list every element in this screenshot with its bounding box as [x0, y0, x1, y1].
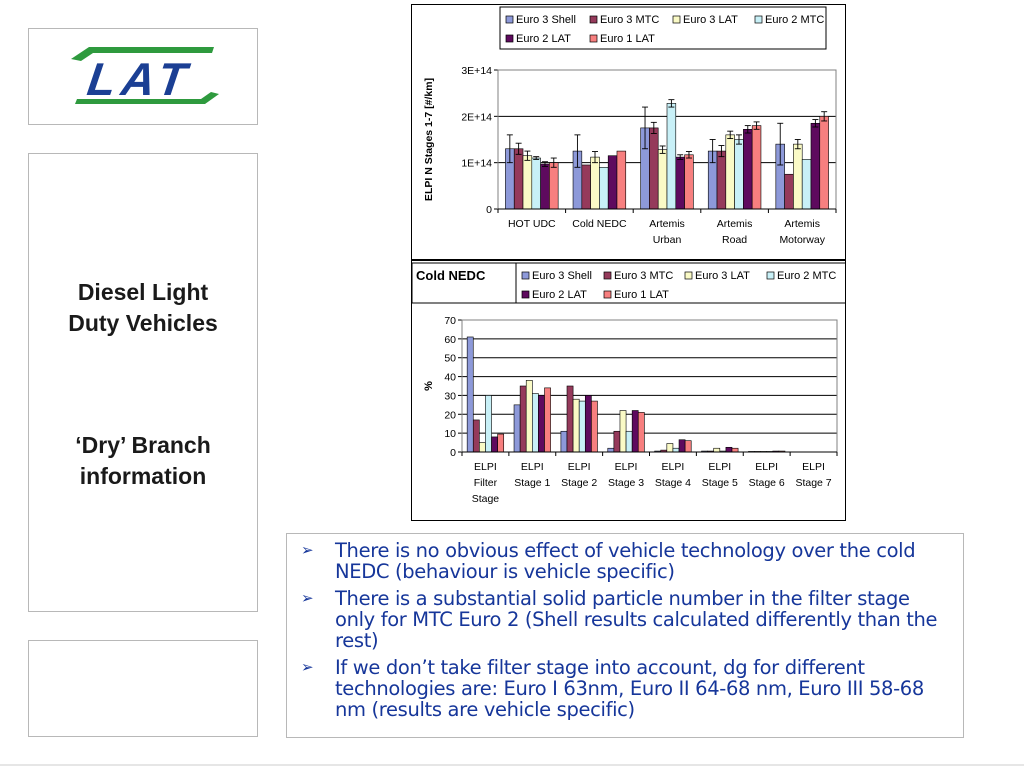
bar: [626, 431, 632, 452]
cold-nedc-distribution-chart-svg: [412, 261, 845, 520]
bar: [608, 448, 614, 452]
bar: [752, 126, 761, 209]
bar: [573, 399, 579, 452]
legend-label: Euro 3 LAT: [695, 270, 750, 282]
bar: [523, 156, 532, 209]
x-category-label: Stage 5: [701, 477, 738, 489]
x-category-label: ELPI: [802, 461, 825, 473]
observation-text: There is a substantial solid particle number in the filter stage only for MTC Euro 2 (Shell results calculated differently than the rest): [335, 587, 938, 652]
bar: [467, 337, 473, 452]
bar: [667, 103, 676, 209]
y-tick-label: 1E+14: [461, 157, 492, 170]
bar: [820, 116, 829, 209]
bar: [479, 443, 485, 452]
legend-swatch: [767, 272, 774, 279]
x-category-label: Urban: [652, 234, 682, 246]
branch-info-title: [29, 430, 257, 492]
x-category-label: ELPI: [474, 461, 497, 473]
legend-label: Euro 1 LAT: [614, 289, 669, 301]
bar: [520, 386, 526, 452]
bar: [811, 123, 820, 209]
bar: [726, 447, 732, 452]
bar: [532, 394, 538, 452]
bar: [802, 159, 811, 209]
bar: [714, 448, 720, 452]
vehicle-category-title: [29, 277, 257, 339]
x-category-label: Motorway: [779, 234, 825, 246]
bar: [498, 434, 504, 452]
bar: [620, 411, 626, 452]
x-category-label: Road: [722, 234, 748, 246]
logo-text: LAT: [84, 53, 196, 105]
elpi-number-chart-svg: [412, 5, 845, 259]
bar: [579, 401, 585, 452]
bar: [658, 150, 667, 209]
legend-swatch: [506, 35, 513, 42]
bar: [485, 395, 491, 452]
chart-title: Cold NEDC: [416, 268, 486, 283]
x-category-label: Stage 1: [514, 477, 551, 489]
x-category-label: Cold NEDC: [572, 218, 627, 230]
observation-text: There is no obvious effect of vehicle technology over the cold NEDC (behaviour is vehicle specific): [335, 539, 916, 583]
legend-swatch: [755, 16, 762, 23]
y-tick-label: 70: [444, 315, 456, 327]
bar: [526, 380, 532, 452]
y-tick-label: 60: [444, 333, 456, 346]
empty-panel: [28, 640, 258, 737]
logo-panel: [28, 28, 258, 125]
cold-nedc-distribution-chart: [411, 260, 846, 521]
bar: [735, 140, 744, 210]
legend-label: Euro 2 MTC: [777, 270, 837, 282]
bar: [582, 165, 591, 209]
legend-label: Euro 2 LAT: [516, 33, 571, 45]
legend-swatch: [604, 272, 611, 279]
bar: [567, 386, 573, 452]
y-tick-label: 30: [444, 390, 456, 403]
bar: [561, 431, 567, 452]
y-tick-label: 50: [444, 352, 456, 365]
x-category-label: ELPI: [755, 461, 779, 473]
bar: [545, 388, 551, 452]
bar: [614, 431, 620, 452]
bar: [785, 174, 794, 209]
footer-divider: [0, 764, 1024, 766]
y-tick-label: 3E+14: [461, 65, 492, 77]
bar: [599, 167, 608, 209]
bar: [685, 441, 691, 452]
title-line: ‘Dry’ Branch: [75, 432, 211, 458]
observation-item: [295, 657, 953, 720]
lat-logo: [29, 29, 259, 126]
legend-label: Euro 3 MTC: [614, 270, 674, 282]
bar: [538, 395, 544, 452]
y-tick-label: 40: [444, 371, 456, 384]
observation-text: If we don’t take filter stage into account, dg for different technologies are: Euro I 63nm, Euro II 64-68 nm, Euro III 58-68 nm (results are vehicle specific): [335, 656, 924, 721]
bar: [541, 164, 550, 209]
arrow-bullet-icon: ➢: [301, 541, 314, 559]
elpi-number-chart: [411, 4, 846, 260]
legend-label: Euro 3 MTC: [600, 14, 660, 26]
y-tick-label: 20: [444, 409, 456, 422]
bar: [732, 448, 738, 452]
x-category-label: Stage 3: [607, 477, 645, 489]
x-category-label: Stage: [471, 493, 500, 505]
y-axis-label: %: [423, 381, 435, 391]
legend-swatch: [522, 291, 529, 298]
bar: [473, 420, 479, 452]
y-axis-label: ELPI N Stages 1-7 [#/km]: [423, 77, 435, 202]
bar: [638, 412, 644, 452]
title-line: Duty Vehicles: [68, 310, 218, 336]
legend-label: Euro 2 LAT: [532, 289, 587, 301]
bar: [743, 129, 752, 209]
bar: [608, 156, 617, 209]
bar: [726, 135, 735, 209]
bar: [649, 128, 658, 209]
x-category-label: HOT UDC: [507, 218, 556, 230]
bar: [492, 437, 498, 452]
arrow-bullet-icon: ➢: [301, 589, 314, 607]
bar: [532, 158, 541, 209]
x-category-label: Stage 6: [748, 477, 785, 489]
legend-swatch: [506, 16, 513, 23]
bar: [679, 440, 685, 452]
bar: [685, 155, 694, 209]
bar: [632, 411, 638, 452]
y-tick-label: 0: [486, 204, 492, 216]
x-category-label: Artemis: [784, 218, 820, 230]
y-tick-label: 0: [450, 447, 456, 459]
y-tick-label: 2E+14: [461, 111, 492, 124]
y-tick-label: 10: [444, 428, 456, 441]
bar: [591, 401, 597, 452]
x-category-label: Filter: [473, 477, 498, 489]
x-category-label: Artemis: [649, 218, 685, 230]
x-category-label: ELPI: [614, 461, 638, 473]
bar: [514, 405, 520, 452]
observations-list: [286, 533, 964, 738]
x-category-label: ELPI: [520, 461, 544, 473]
legend-label: Euro 3 Shell: [516, 14, 576, 26]
legend-label: Euro 3 Shell: [532, 270, 592, 282]
x-category-label: ELPI: [661, 461, 685, 473]
title-line: information: [79, 463, 207, 489]
legend-label: Euro 1 LAT: [600, 33, 655, 45]
legend-swatch: [604, 291, 611, 298]
x-category-label: Stage 2: [561, 477, 598, 489]
observation-item: [295, 540, 953, 582]
bar: [549, 163, 558, 209]
legend-swatch: [522, 272, 529, 279]
bar: [617, 151, 626, 209]
x-category-label: Artemis: [716, 218, 753, 230]
legend-swatch: [685, 272, 692, 279]
legend-label: Euro 2 MTC: [765, 14, 825, 26]
bar: [717, 151, 726, 209]
title-line: Diesel Light: [77, 279, 209, 305]
x-category-label: ELPI: [708, 461, 732, 473]
bar: [591, 157, 600, 209]
legend-swatch: [590, 16, 597, 23]
legend-swatch: [673, 16, 680, 23]
observation-item: [295, 588, 953, 651]
bar: [667, 444, 673, 452]
arrow-bullet-icon: ➢: [301, 658, 314, 676]
legend-label: Euro 3 LAT: [683, 14, 738, 26]
x-category-label: Stage 7: [795, 477, 832, 489]
bar: [585, 395, 591, 452]
bar: [793, 144, 802, 209]
bar: [676, 157, 685, 209]
bar: [673, 448, 679, 452]
legend-swatch: [590, 35, 597, 42]
bar: [514, 149, 523, 209]
section-title-panel: [28, 153, 258, 612]
x-category-label: ELPI: [567, 461, 591, 473]
x-category-label: Stage 4: [654, 477, 692, 489]
